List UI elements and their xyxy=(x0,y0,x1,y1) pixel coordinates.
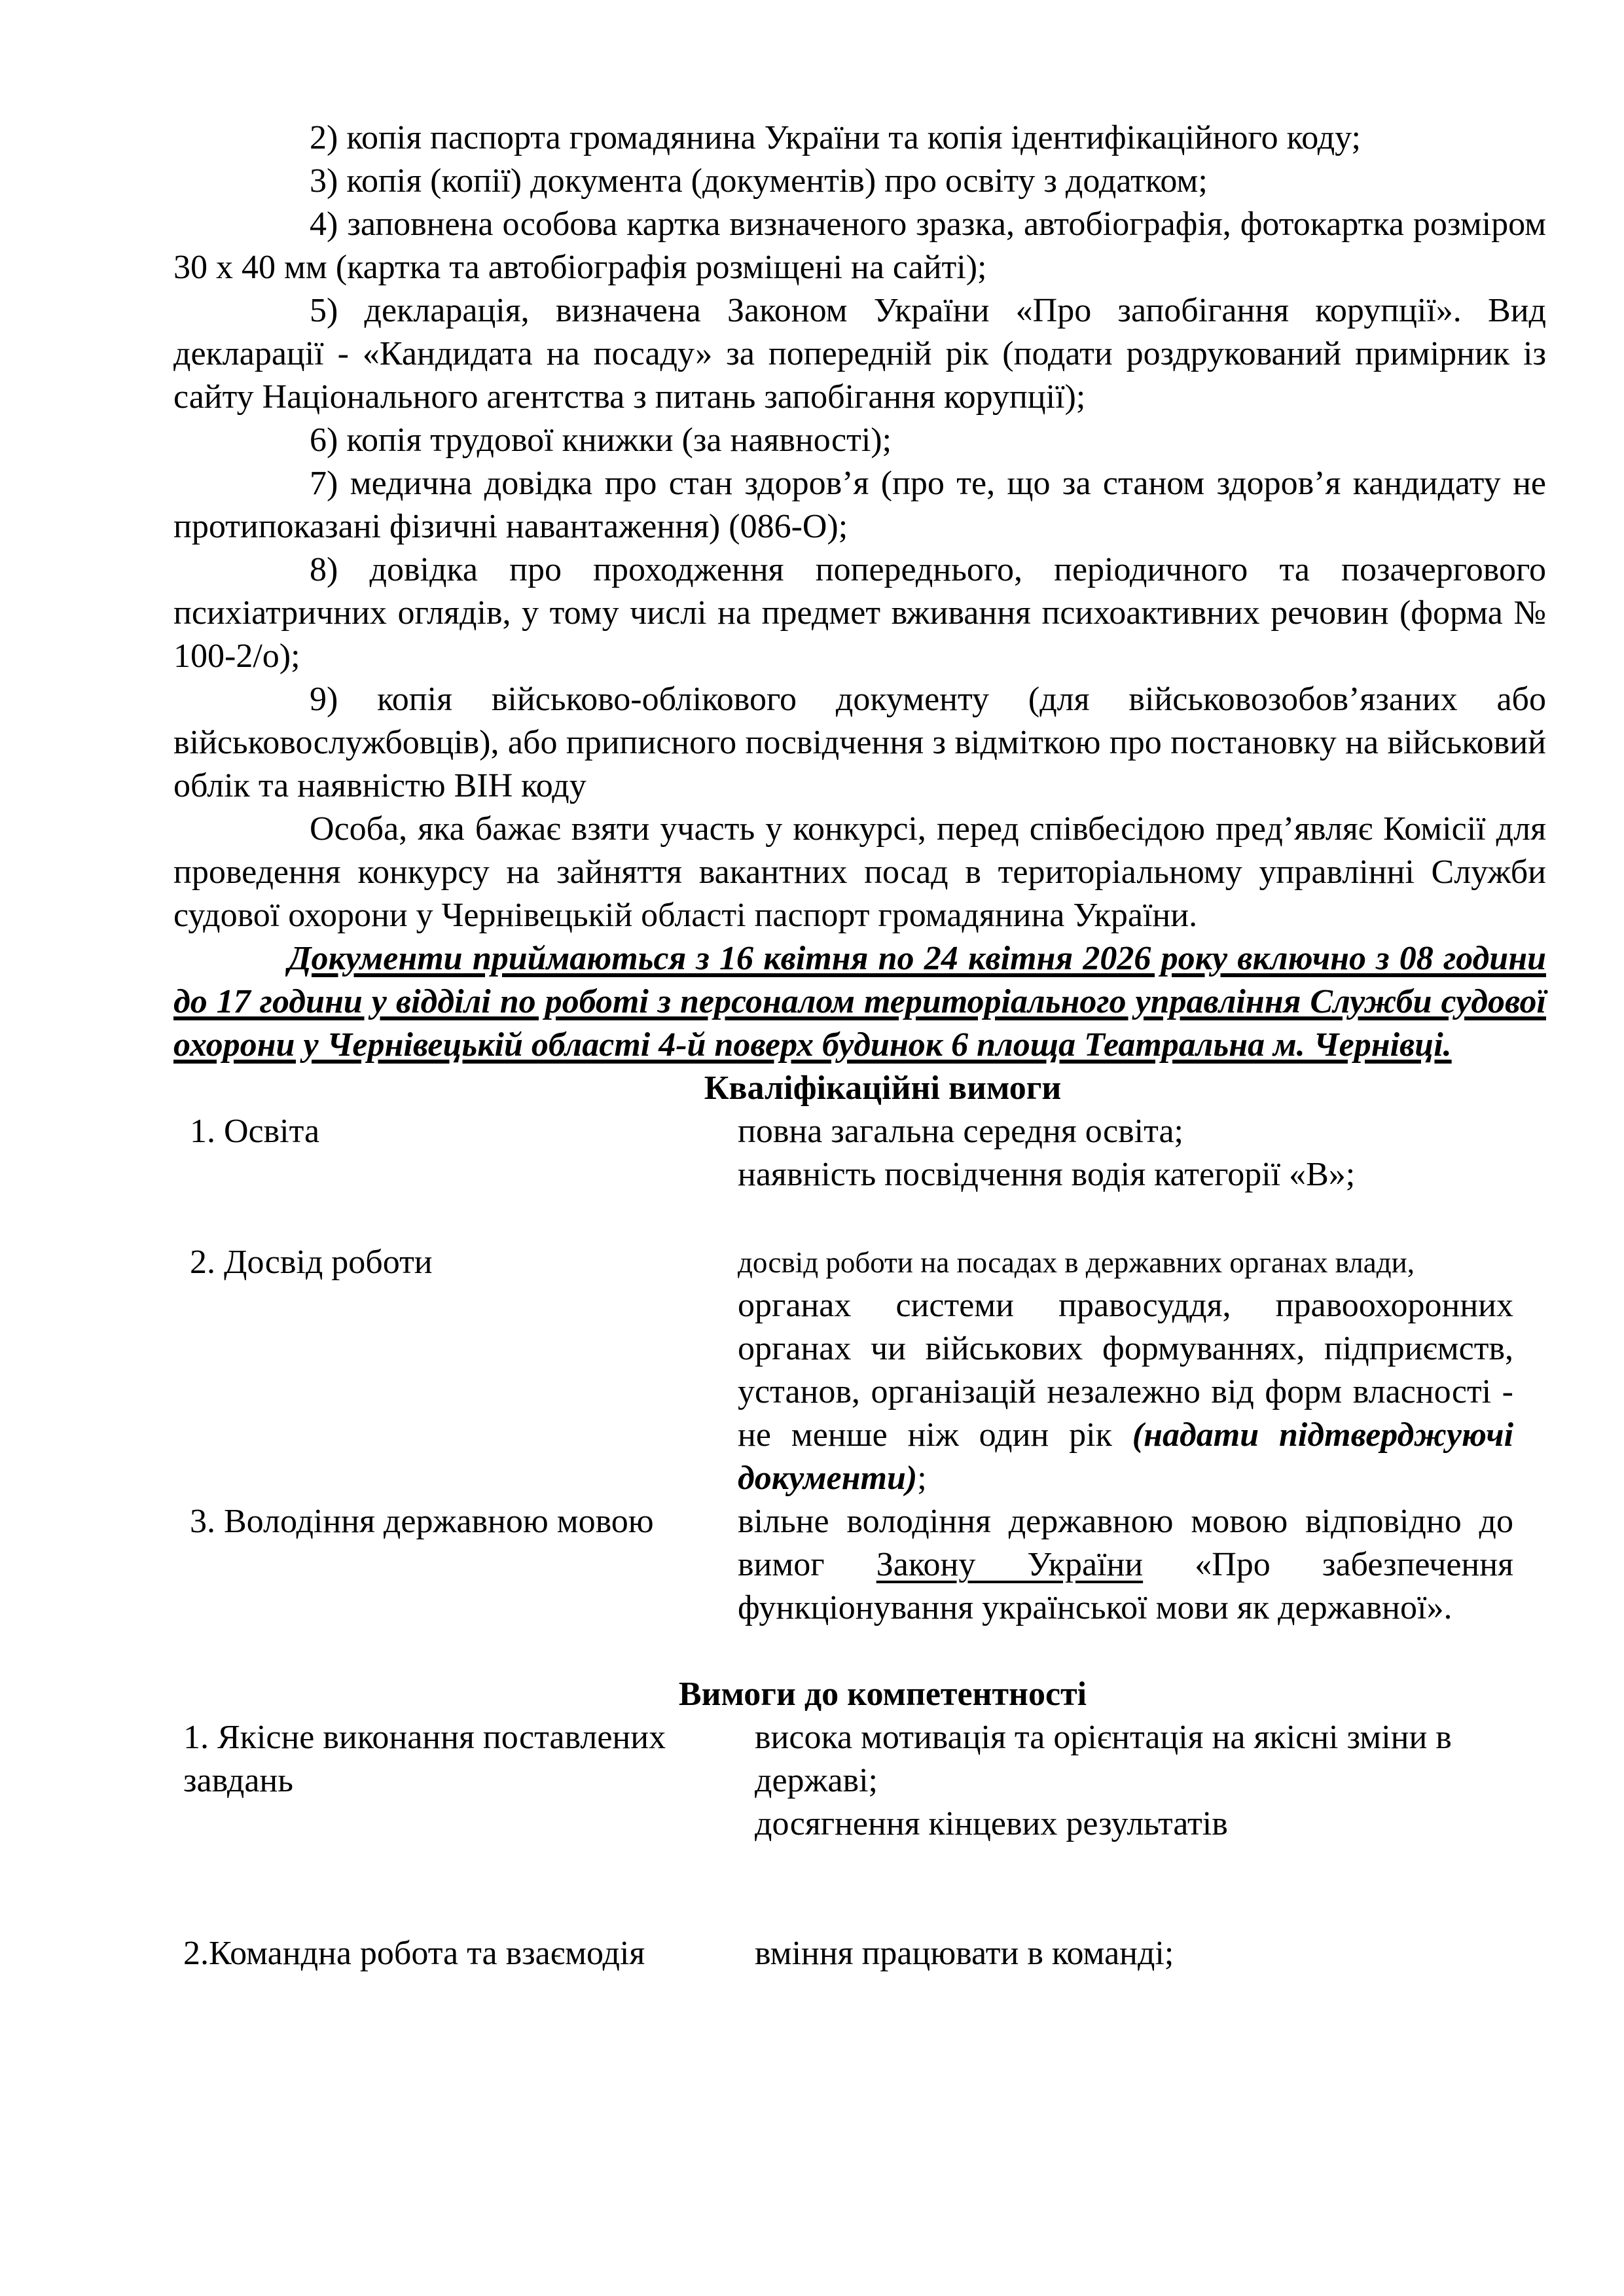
list-item-education-copy: 3) копія (копії) документа (документів) про освіту з додатком; xyxy=(310,162,1208,200)
list-item-military-document: 9) копія військово-облікового документу (для військовозобов’язаних або військовослужбовців), або приписного посвідчення з відміткою про постановку на військовий облік та наявністю ВІН коду xyxy=(173,681,1546,804)
competency-row-teamwork xyxy=(173,1932,1546,1975)
qualification-text: «Про забезпечення функціонування української мови як державної». xyxy=(738,1546,1513,1626)
list-item-declaration: 5) декларація, визначена Законом України «Про запобігання корупції». Вид декларації - «Кандидата на посаду» за попередній рік (подати роздрукований примірник із сайту Національного агентства з питань запобігання корупції); xyxy=(173,292,1546,416)
qualification-text: вільне володіння державною мовою відповідно до вимог xyxy=(738,1503,1513,1583)
qualification-row-experience xyxy=(173,1241,1546,1500)
qualification-line: досвід роботи на посадах в державних органах влади, xyxy=(738,1246,1415,1279)
spacer xyxy=(173,1846,1546,1932)
qualification-value xyxy=(738,1241,1513,1500)
competency-value xyxy=(755,1932,1475,1975)
qualification-label: 3. Володіння державною мовою xyxy=(190,1503,654,1540)
law-link[interactable]: Закону України xyxy=(876,1546,1144,1583)
qualification-value xyxy=(738,1500,1513,1630)
competency-line: досягнення кінцевих результатів xyxy=(755,1805,1228,1842)
competency-row-task-execution xyxy=(173,1716,1546,1846)
list-item-personal-card: 4) заповнена особова картка визначеного зразка, автобіографія, фотокартка розміром 30 х 40 мм (картка та автобіографія розміщені на сайті); xyxy=(173,206,1546,286)
document-page xyxy=(173,117,1546,1975)
qualifications-heading: Кваліфікаційні вимоги xyxy=(704,1069,1062,1107)
qualification-label: 2. Досвід роботи xyxy=(190,1244,433,1281)
list-item-work-book: 6) копія трудової книжки (за наявності); xyxy=(310,422,892,459)
qualifications-table xyxy=(173,1110,1546,1630)
qualification-line: наявність посвідчення водія категорії «В»; xyxy=(738,1156,1356,1193)
competencies-table xyxy=(173,1716,1546,1975)
passport-paragraph: Особа, яка бажає взяти участь у конкурсі, перед співбесідою пред’являє Комісії для проведення конкурсу на зайняття вакантних посад в територіальному управлінні Служби судової охорони у Чернівецькій області паспорт громадянина України. xyxy=(173,810,1546,934)
competency-value xyxy=(755,1716,1475,1846)
qualification-emphasis: (надати підтверджуючі документи) xyxy=(738,1416,1514,1497)
list-item-medical-certificate: 7) медична довідка про стан здоров’я (про те, що за станом здоров’я кандидату не протипоказані фізичні навантаження) (086-О); xyxy=(173,465,1546,545)
competency-line: вміння працювати в команді; xyxy=(755,1935,1174,1972)
qualification-label: 1. Освіта xyxy=(190,1113,320,1150)
submission-notice: Документи приймаються з 16 квітня по 24 квітня 2026 року включно з 08 години до 17 години у відділі по роботі з персоналом територіального управління Служби судової охорони у Чернівецькій області 4-й поверх будинок 6 площа Театральна м. Чернівці. xyxy=(173,940,1546,1064)
qualification-text: органах системи правосуддя, правоохоронних органах чи військових формуваннях, підприємств, установ, організацій незалежно від форм власності - не менше ніж один рік xyxy=(738,1287,1513,1454)
list-item-passport-copy: 2) копія паспорта громадянина України та копія ідентифікаційного коду; xyxy=(310,119,1361,156)
qualification-line: повна загальна середня освіта; xyxy=(738,1113,1184,1150)
qualification-suffix: ; xyxy=(917,1460,927,1497)
competency-label: 1. Якісне виконання поставлених завдань xyxy=(183,1719,666,1799)
competencies-heading: Вимоги до компетентності xyxy=(678,1676,1087,1713)
qualification-row-language xyxy=(173,1500,1546,1630)
qualification-value xyxy=(738,1110,1513,1196)
spacer xyxy=(173,1196,1546,1241)
competency-label: 2.Командна робота та взаємодія xyxy=(183,1935,645,1972)
list-item-psychiatric-certificate: 8) довідка про проходження попереднього, періодичного та позачергового психіатричних оглядів, у тому числі на предмет вживання психоактивних речовин (форма № 100-2/о); xyxy=(173,551,1546,675)
competency-line: висока мотивація та орієнтація на якісні зміни в державі; xyxy=(755,1719,1452,1799)
qualification-row-education xyxy=(173,1110,1546,1196)
spacer xyxy=(173,1630,1546,1673)
